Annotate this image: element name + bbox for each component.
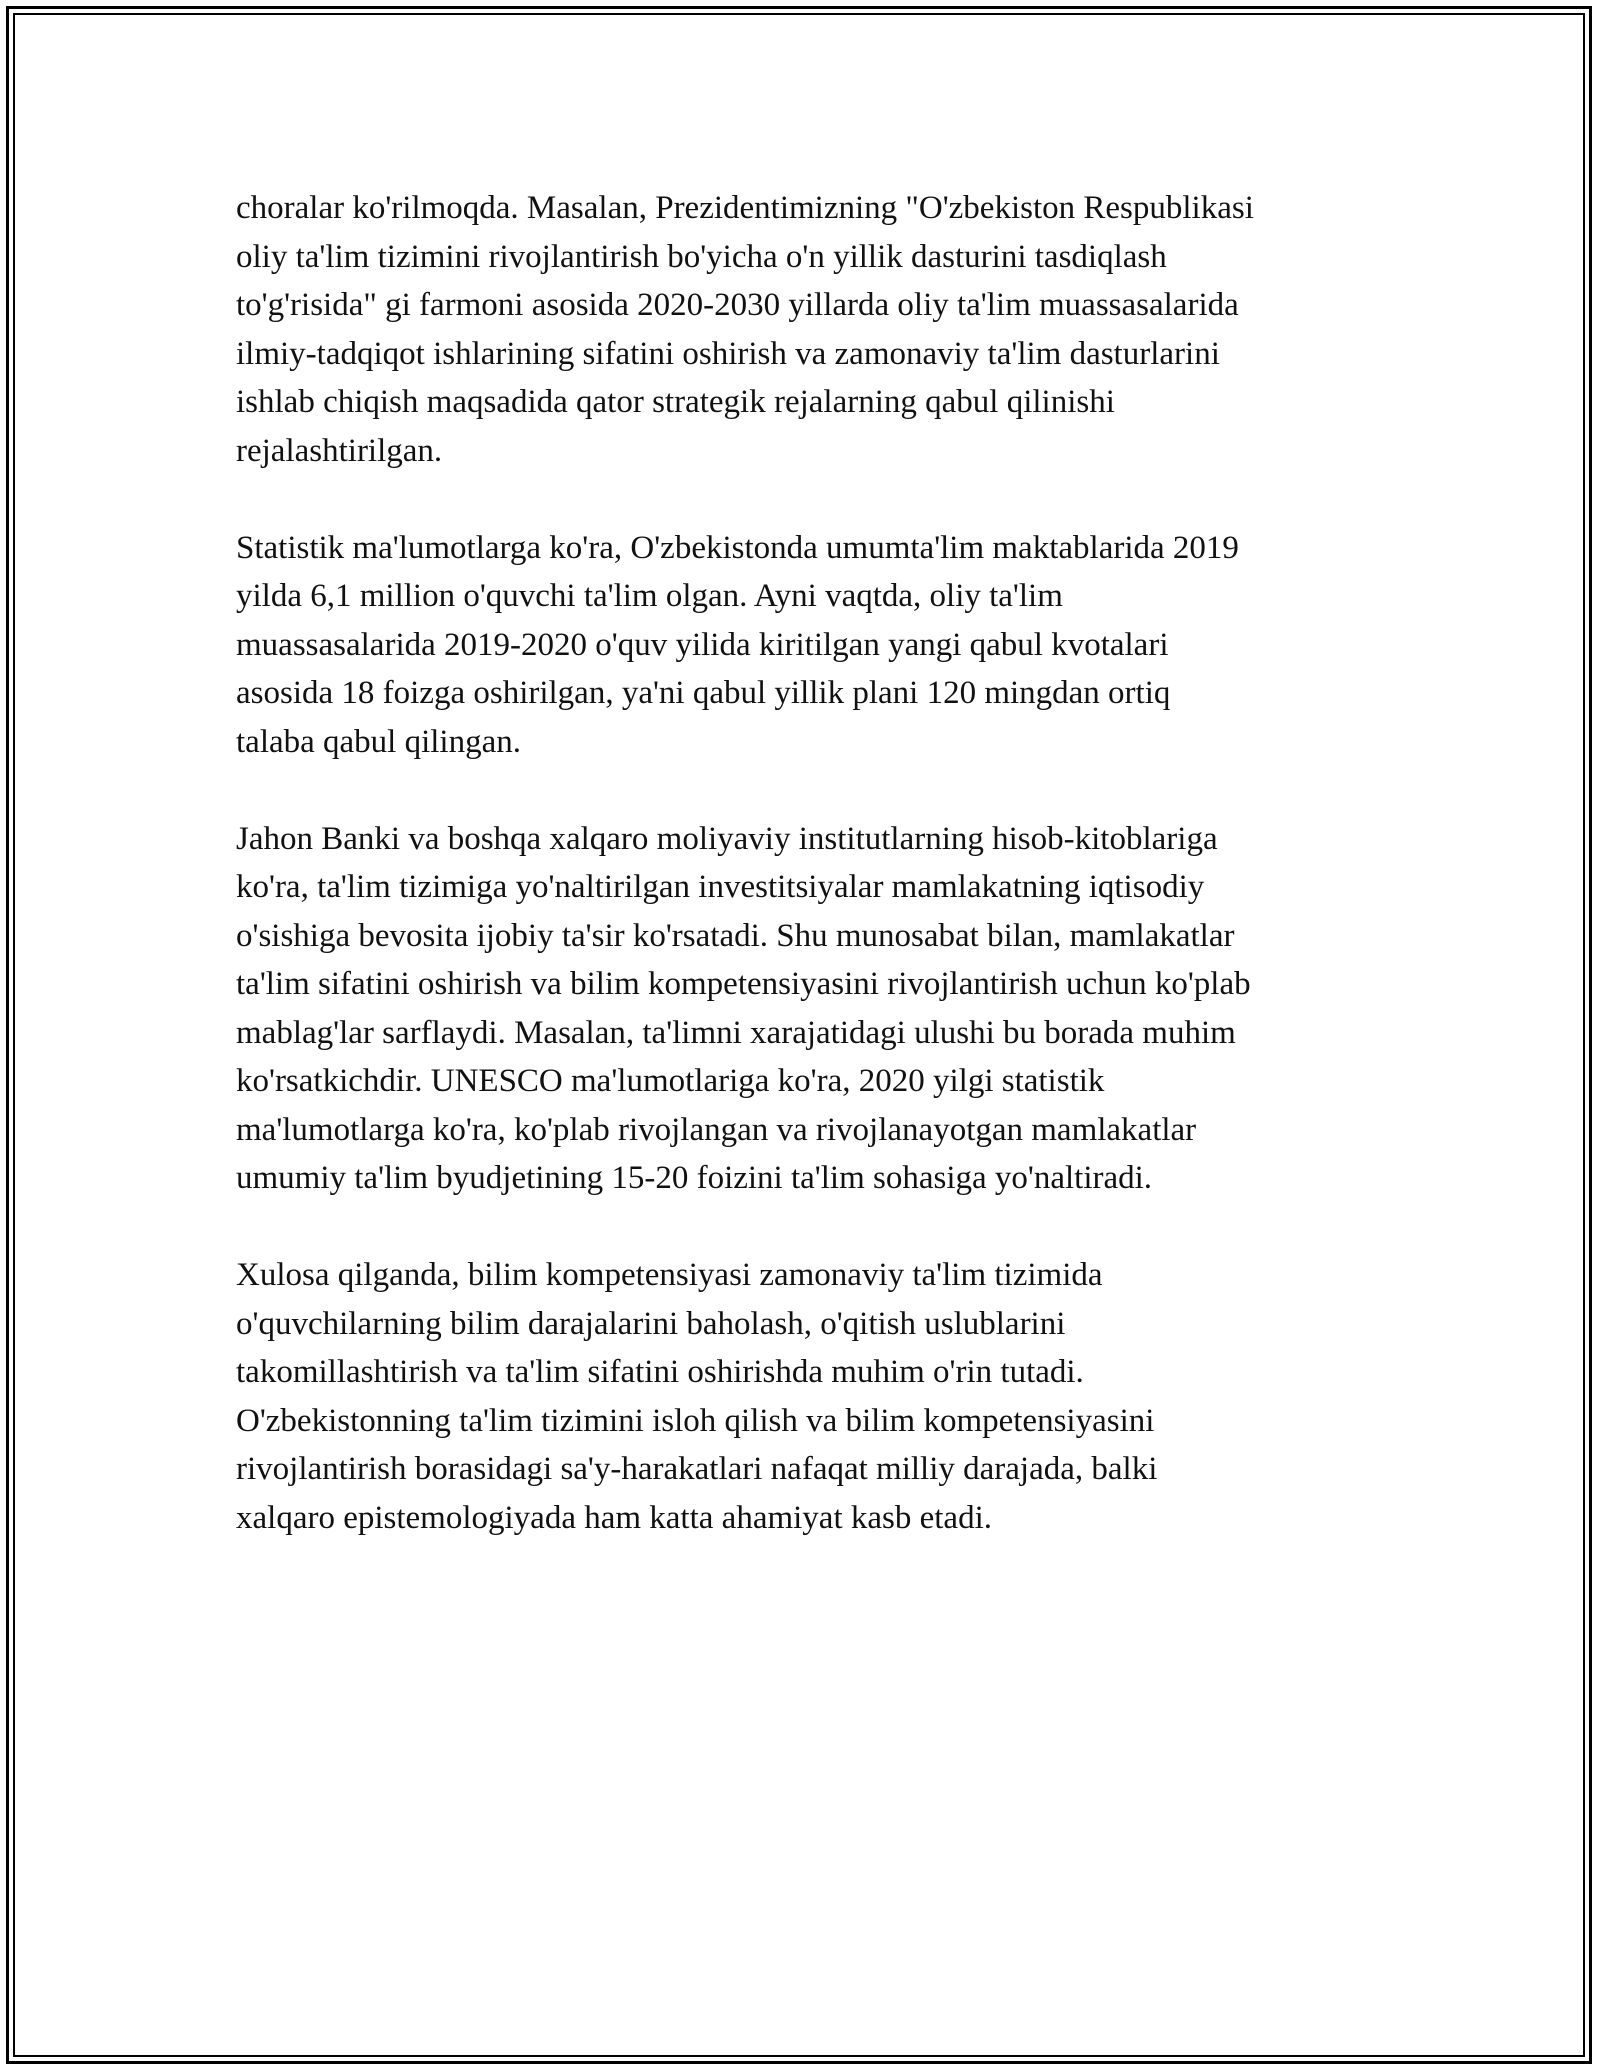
paragraph-3: Jahon Banki va boshqa xalqaro moliyaviy institutlarning hisob-kitoblariga ko'ra, ta'lim tizimiga yo'naltirilgan investitsiyalar mamlakatning iqtisodiy o'sishiga bevosita ijobiy ta'sir ko'rsatadi. Shu munosabat bilan, mamlakatlar ta'lim sifatini oshirish va bilim kompetensiyasini rivojlantirish uchun ko'plab mablag'lar sarflaydi. Masalan, ta'limni xarajatidagi ulushi bu borada muhim ko'rsatkichdir. UNESCO ma'lumotlariga ko'ra, 2020 yilgi statistik ma'lumotlarga ko'ra, ko'plab rivojlangan va rivojlanayotgan mamlakatlar umumiy ta'lim byudjetining 15-20 foizini ta'lim sohasiga yo'naltiradi. [236,820,1251,1196]
paragraph-4: Xulosa qilganda, bilim kompetensiyasi zamonaviy ta'lim tizimida o'quvchilarning bilim darajalarini baholash, o'qitish uslublarini takomillashtirish va ta'lim sifatini oshirishda muhim o'rin tutadi. O'zbekistonning ta'lim tizimini isloh qilish va bilim kompetensiyasini rivojlantirish borasidagi sa'y-harakatlari nafaqat milliy darajada, balki xalqaro epistemologiyada ham katta ahamiyat kasb etadi. [236,1257,1158,1536]
paragraph-2: Statistik ma'lumotlarga ko'ra, O'zbekistonda umumta'lim maktablarida 2019 yilda 6,1 million o'quvchi ta'lim olgan. Ayni vaqtda, oliy ta'lim muassasalarida 2019-2020 o'quv yilida kiritilgan yangi qabul kvotalari asosida 18 foizga oshirilgan, ya'ni qabul yillik plani 120 mingdan ortiq talaba qabul qilingan. [236,529,1239,760]
document-body [236,184,1376,1591]
paragraph-1: choralar ko'rilmoqda. Masalan, Prezidentimizning "O'zbekiston Respublikasi oliy ta'lim tizimini rivojlantirish bo'yicha o'n yillik dasturini tasdiqlash to'g'risida" gi farmoni asosida 2020-2030 yillarda oliy ta'lim muassasalarida ilmiy-tadqiqot ishlarining sifatini oshirish va zamonaviy ta'lim dasturlarini ishlab chiqish maqsadida qator strategik rejalarning qabul qilinishi rejalashtirilgan. [236,190,1254,469]
